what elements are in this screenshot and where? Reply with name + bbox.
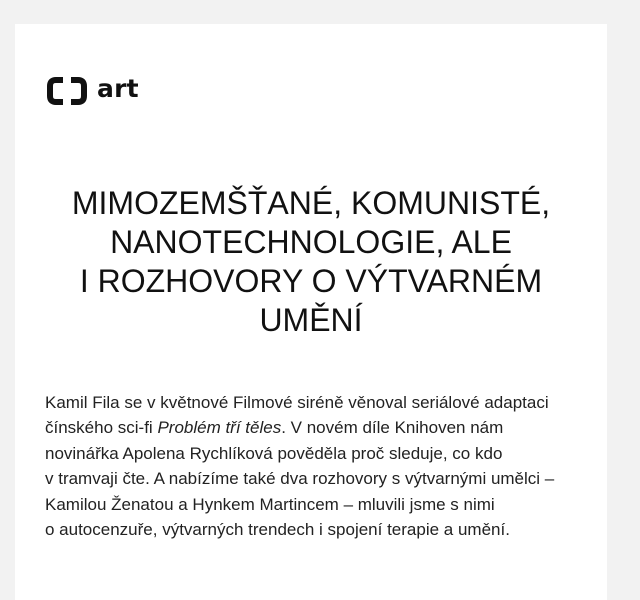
paragraph-line: Kamil Fila se v květnové Filmové siréně věnoval seriálové adaptaci: [45, 393, 549, 412]
headline: [45, 184, 577, 340]
paragraph-line: v tramvaji čte. A nabízíme také dva rozhovory s výtvarnými umělci –: [45, 469, 555, 489]
paragraph-line: novinářka Apolena Rychlíková pověděla proč sleduje, co kdo: [45, 443, 503, 463]
paragraph-line: [45, 415, 605, 440]
ct-bracket-logo-icon: [45, 76, 89, 106]
paragraph-text: čínského sci-fi: [45, 418, 158, 438]
headline-line: UMĚNÍ: [259, 302, 363, 338]
paragraph-text: . V novém díle Knihoven nám: [281, 418, 504, 438]
book-title: Problém tří těles: [157, 418, 282, 438]
ct-art-logo[interactable]: [45, 76, 139, 106]
headline-line: NANOTECHNOLOGIE, ALE: [110, 224, 512, 260]
intro-paragraph: [45, 390, 605, 542]
newsletter-card: [15, 24, 607, 600]
paragraph-line: Kamilou Ženatou a Hynkem Martincem – mluvili jsme s nimi: [45, 494, 495, 514]
paragraph-line: o autocenzuře, výtvarných trendech i spojení terapie a umění.: [45, 520, 510, 540]
headline-line: MIMOZEMŠŤANÉ, KOMUNISTÉ,: [71, 185, 551, 221]
logo-text: art: [97, 74, 139, 103]
headline-line: I ROZHOVORY O VÝTVARNÉM: [79, 263, 543, 299]
